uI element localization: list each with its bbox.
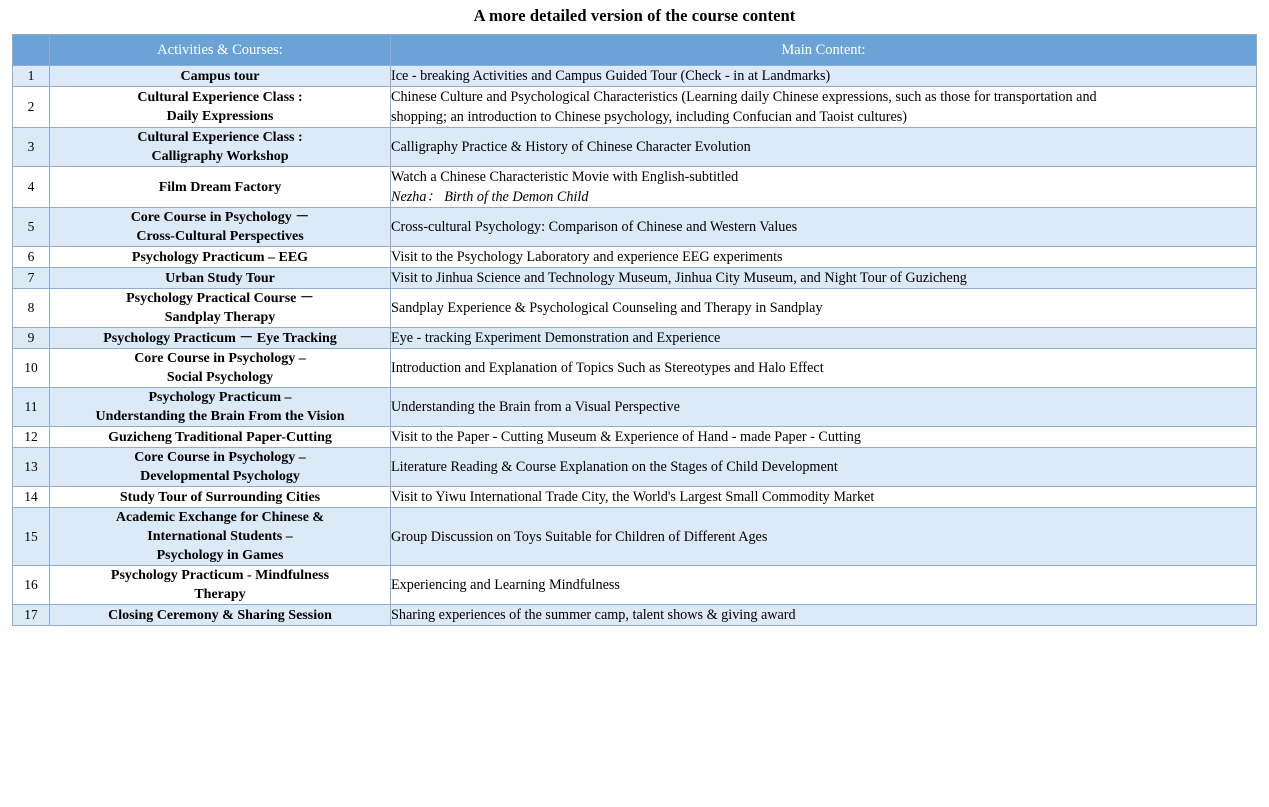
- activity-cell: [50, 247, 391, 268]
- content-line-1: Calligraphy Practice & History of Chinese Character Evolution: [391, 139, 751, 155]
- table-row: [13, 208, 1257, 247]
- table-header-row: [13, 35, 1257, 66]
- table-row: [13, 328, 1257, 349]
- activity-cell: [50, 427, 391, 448]
- content-cell: [391, 87, 1257, 128]
- table-row: [13, 87, 1257, 128]
- activity-line-2: Calligraphy Workshop: [151, 149, 289, 164]
- row-number: 11: [13, 388, 50, 427]
- content-cell: [391, 448, 1257, 487]
- row-number: 1: [13, 66, 50, 87]
- content-line-1: Ice - breaking Activities and Campus Guided Tour (Check - in at Landmarks): [391, 68, 831, 84]
- row-number: 15: [13, 508, 50, 566]
- table-row: [13, 388, 1257, 427]
- content-cell: [391, 388, 1257, 427]
- activity-line-1: Psychology Practicum - Mindfulness: [110, 568, 330, 583]
- column-header-content: Main Content:: [391, 35, 1257, 66]
- content-cell: [391, 66, 1257, 87]
- activity-line-1: Campus tour: [180, 68, 260, 84]
- row-number: 10: [13, 349, 50, 388]
- content-cell: [391, 427, 1257, 448]
- table-row: [13, 349, 1257, 388]
- activity-line-2: Therapy: [194, 587, 246, 602]
- activity-cell: [50, 508, 391, 566]
- content-line-1: Sharing experiences of the summer camp, talent shows & giving award: [391, 607, 796, 623]
- table-row: [13, 487, 1257, 508]
- activity-cell: [50, 487, 391, 508]
- column-header-activities: Activities & Courses:: [50, 35, 391, 66]
- content-cell: [391, 167, 1257, 208]
- content-cell: [391, 605, 1257, 626]
- content-cell: [391, 508, 1257, 566]
- table-row: [13, 508, 1257, 566]
- row-number: 12: [13, 427, 50, 448]
- content-line-1: Watch a Chinese Characteristic Movie with English-subtitled: [391, 169, 739, 185]
- row-number: 16: [13, 566, 50, 605]
- activity-line-1: Study Tour of Surrounding Cities: [119, 489, 321, 505]
- row-number: 8: [13, 289, 50, 328]
- content-line-1: Visit to the Psychology Laboratory and experience EEG experiments: [391, 249, 783, 265]
- activity-line-1: Urban Study Tour: [165, 270, 275, 286]
- row-number: 7: [13, 268, 50, 289]
- activity-cell: [50, 167, 391, 208]
- content-cell: [391, 208, 1257, 247]
- content-line-1: Experiencing and Learning Mindfulness: [391, 577, 620, 593]
- table-row: [13, 247, 1257, 268]
- table-body: [13, 66, 1257, 626]
- content-cell: [391, 247, 1257, 268]
- content-line-1: Cross-cultural Psychology: Comparison of Chinese and Western Values: [391, 219, 798, 235]
- course-content-table: [12, 34, 1257, 626]
- content-line-2: Nezha： Birth of the Demon Child: [391, 189, 589, 205]
- table-row: [13, 289, 1257, 328]
- row-number: 14: [13, 487, 50, 508]
- activity-cell: [50, 268, 391, 289]
- activity-line-1: Psychology Practicum – EEG: [131, 249, 309, 265]
- page-title: A more detailed version of the course content: [473, 6, 796, 25]
- content-line-1: Sandplay Experience & Psychological Counseling and Therapy in Sandplay: [391, 300, 823, 316]
- table-row: [13, 167, 1257, 208]
- activity-line-2: Understanding the Brain From the Vision: [95, 409, 345, 424]
- activity-line-2: Developmental Psychology: [140, 469, 300, 484]
- activity-cell: [50, 128, 391, 167]
- activity-cell: [50, 87, 391, 128]
- activity-cell: [50, 448, 391, 487]
- content-cell: [391, 487, 1257, 508]
- activity-line-2: Sandplay Therapy: [164, 310, 276, 325]
- content-line-2: shopping; an introduction to Chinese psychology, including Confucian and Taoist cultures): [391, 109, 907, 125]
- table-row: [13, 566, 1257, 605]
- activity-cell: [50, 566, 391, 605]
- activity-line-2: International Students –: [147, 529, 293, 544]
- content-line-1: Visit to the Paper - Cutting Museum & Experience of Hand - made Paper - Cutting: [391, 429, 861, 445]
- activity-cell: [50, 388, 391, 427]
- content-line-1: Literature Reading & Course Explanation on the Stages of Child Development: [391, 459, 838, 475]
- row-number: 4: [13, 167, 50, 208]
- content-line-1: Visit to Yiwu International Trade City, the World's Largest Small Commodity Market: [391, 489, 875, 505]
- table-row: [13, 605, 1257, 626]
- activity-line-1: Core Course in Psychology –: [134, 351, 306, 366]
- activity-line-1: Core Course in Psychology －: [130, 210, 310, 225]
- activity-line-2: Social Psychology: [166, 370, 274, 385]
- content-line-1: Eye - tracking Experiment Demonstration and Experience: [391, 330, 721, 346]
- activity-line-1: Closing Ceremony & Sharing Session: [108, 607, 332, 623]
- table-row: [13, 268, 1257, 289]
- activity-cell: [50, 66, 391, 87]
- row-number: 2: [13, 87, 50, 128]
- activity-line-1: Cultural Experience Class :: [137, 90, 303, 105]
- content-cell: [391, 328, 1257, 349]
- activity-line-1: Psychology Practicum － Eye Tracking: [103, 330, 337, 346]
- content-line-1: Chinese Culture and Psychological Characteristics (Learning daily Chinese expressions, such as those for transportation and: [391, 89, 1097, 105]
- activity-line-1: Psychology Practicum –: [148, 390, 292, 405]
- activity-cell: [50, 328, 391, 349]
- row-number: 3: [13, 128, 50, 167]
- table-row: [13, 448, 1257, 487]
- activity-line-1: Cultural Experience Class :: [137, 130, 303, 145]
- content-cell: [391, 268, 1257, 289]
- content-cell: [391, 566, 1257, 605]
- table-row: [13, 427, 1257, 448]
- content-cell: [391, 289, 1257, 328]
- table-row: [13, 128, 1257, 167]
- activity-line-3: Psychology in Games: [156, 548, 284, 563]
- activity-line-2: Cross-Cultural Perspectives: [136, 229, 304, 244]
- activity-line-1: Film Dream Factory: [158, 179, 282, 195]
- row-number: 9: [13, 328, 50, 349]
- activity-line-1: Core Course in Psychology –: [134, 450, 306, 465]
- activity-line-1: Academic Exchange for Chinese &: [115, 510, 325, 525]
- activity-cell: [50, 289, 391, 328]
- content-cell: [391, 128, 1257, 167]
- activity-cell: [50, 605, 391, 626]
- activity-line-2: Daily Expressions: [166, 109, 274, 124]
- row-number: 6: [13, 247, 50, 268]
- row-number: 13: [13, 448, 50, 487]
- activity-line-1: Guzicheng Traditional Paper-Cutting: [108, 429, 332, 445]
- activity-cell: [50, 349, 391, 388]
- content-line-1: Group Discussion on Toys Suitable for Children of Different Ages: [391, 528, 768, 545]
- content-line-1: Understanding the Brain from a Visual Perspective: [391, 399, 680, 415]
- content-line-1: Introduction and Explanation of Topics Such as Stereotypes and Halo Effect: [391, 360, 824, 376]
- row-number: 17: [13, 605, 50, 626]
- content-line-1: Visit to Jinhua Science and Technology Museum, Jinhua City Museum, and Night Tour of Guzicheng: [391, 270, 967, 286]
- table-row: [13, 66, 1257, 87]
- activity-line-1: Psychology Practical Course －: [126, 291, 314, 306]
- activity-cell: [50, 208, 391, 247]
- row-number: 5: [13, 208, 50, 247]
- column-header-number: [13, 35, 50, 66]
- content-cell: [391, 349, 1257, 388]
- table-header: [13, 35, 1257, 66]
